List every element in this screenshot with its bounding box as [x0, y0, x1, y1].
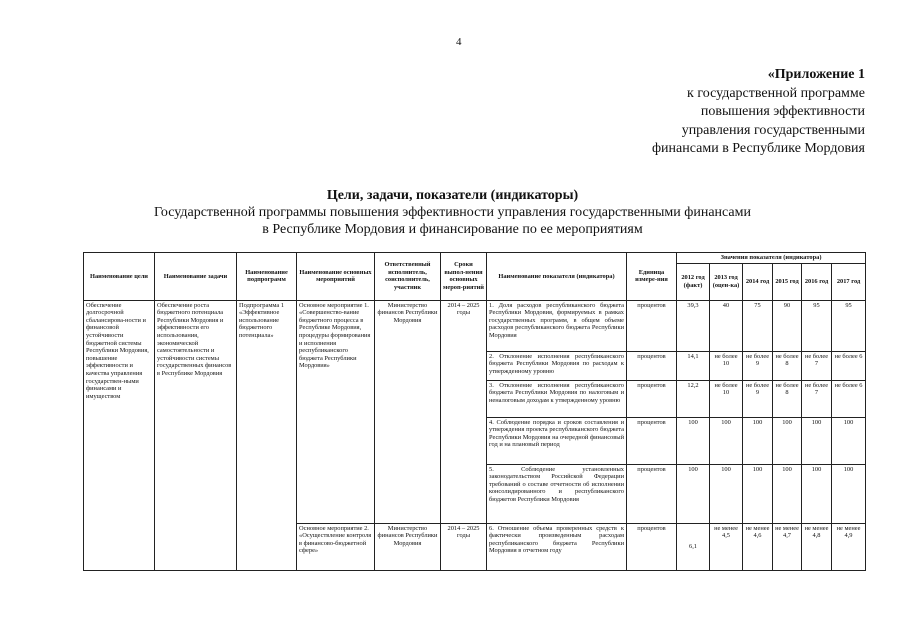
value-2012: 100 — [677, 417, 710, 464]
header-year: 2017 год — [832, 263, 866, 300]
value-2013: 100 — [710, 464, 743, 523]
value-2017: не более 6 — [832, 380, 866, 417]
unit-cell: процентов — [627, 417, 677, 464]
unit-cell: процентов — [627, 464, 677, 523]
appendix-line: повышения эффективности — [700, 104, 865, 119]
value-2013: не более 10 — [710, 380, 743, 417]
header-year: 2016 год — [802, 263, 832, 300]
appendix-heading — [652, 66, 865, 159]
value-2016: 95 — [802, 300, 832, 351]
value-2015: не более 8 — [773, 380, 802, 417]
header-year: 2013 год (оцен-ка) — [710, 263, 743, 300]
indicator-cell: 1. Доля расходов республиканского бюджета Республики Мордовия, формируемых в рамках государственных программ, в общем объеме расходов республиканского бюджета Республики Мордовия — [487, 300, 627, 351]
header-row — [84, 253, 866, 264]
value-2015: не менее 4,7 — [773, 523, 802, 570]
unit-cell: процентов — [627, 523, 677, 570]
value-2016: 100 — [802, 464, 832, 523]
value-2015: 100 — [773, 464, 802, 523]
value-2015: 100 — [773, 417, 802, 464]
header-task: Наименование задачи — [155, 253, 237, 301]
header-values-group: Значения показателя (индикатора) — [677, 253, 866, 264]
value-2016: 100 — [802, 417, 832, 464]
indicators-table — [83, 252, 866, 571]
value-2016: не более 7 — [802, 380, 832, 417]
indicator-cell: 2. Отклонение исполнения республиканского бюджета Республики Мордовия по расходам к утвержденному уровню — [487, 351, 627, 380]
unit-cell: процентов — [627, 351, 677, 380]
document-title — [0, 187, 905, 238]
subprogram-cell: Подпрограмма 1 «Эффективное использование бюджетного потенциала» — [237, 300, 297, 570]
value-2012: 100 — [677, 464, 710, 523]
executor-cell: Министерство финансов Республики Мордовия — [375, 300, 441, 523]
value-2012: 14,1 — [677, 351, 710, 380]
value-2017: не менее 4,9 — [832, 523, 866, 570]
value-2017: 95 — [832, 300, 866, 351]
value-2014: 75 — [743, 300, 773, 351]
task-cell: Обеспечение роста бюджетного потенциала Республики Мордовия и эффективности его использования, экономической самостоятельности и устойчивости системы государственных финансов в Республике Мордовия — [155, 300, 237, 570]
value-2015: 90 — [773, 300, 802, 351]
title-line: Цели, задачи, показатели (индикаторы) — [326, 188, 579, 203]
appendix-line: к государственной программе — [687, 85, 865, 101]
value-2014: 100 — [743, 417, 773, 464]
executor-cell: Министерство финансов Республики Мордовия — [375, 523, 441, 570]
appendix-line: финансами в Республике Мордовия — [651, 141, 865, 156]
value-2014: не менее 4,6 — [743, 523, 773, 570]
header-year: 2015 год — [773, 263, 802, 300]
terms-cell: 2014 – 2025 годы — [441, 300, 487, 523]
indicator-cell: 6. Отношение объема проверенных средств к фактически произведенным расходам республиканского бюджета Республики Мордовия в отчетном году — [487, 523, 627, 570]
unit-cell: процентов — [627, 380, 677, 417]
table-row — [84, 300, 866, 351]
unit-cell: процентов — [627, 300, 677, 351]
value-2013: 40 — [710, 300, 743, 351]
value-2012: 39,3 — [677, 300, 710, 351]
title-line: в Республике Мордовия и финансирование по ее мероприятиям — [262, 222, 643, 237]
goal-cell: Обеспечение долгосрочной сбалансирова-ности и финансовой устойчивости бюджетной системы Республики Мордовия, повышение эффективности и качества управления государствен-ными финансами и имуществом — [84, 300, 155, 570]
value-2014: не более 9 — [743, 351, 773, 380]
value-2014: не более 9 — [743, 380, 773, 417]
value-2012: 12,2 — [677, 380, 710, 417]
value-2017: 100 — [832, 417, 866, 464]
header-goal: Наименование цели — [84, 253, 155, 301]
value-2015: не более 8 — [773, 351, 802, 380]
activity-name-cell: Основное мероприятие 2. «Осуществление контроля в финансово-бюджетной сфере» — [297, 523, 375, 570]
appendix-line: управления государственными — [681, 122, 865, 138]
title-line: Государственной программы повышения эффективности управления государственными финансами — [154, 205, 751, 220]
page-number: 4 — [456, 36, 462, 48]
header-executor: Ответственный исполнитель, соисполнитель, участник — [375, 253, 441, 301]
value-2013: не менее 4,5 — [710, 523, 743, 570]
header-year: 2014 год — [743, 263, 773, 300]
value-2016: не менее 4,8 — [802, 523, 832, 570]
header-subprogram: Наименование подпрограмм — [237, 253, 297, 301]
value-2013: не более 10 — [710, 351, 743, 380]
header-unit: Единица измере-ния — [627, 253, 677, 301]
terms-cell: 2014 – 2025 годы — [441, 523, 487, 570]
indicator-cell: 5. Соблюдение установленных законодательством Российской Федерации требований о составе отчетности об исполнении консолидированного и республиканского бюджетов Республики Мордовия — [487, 464, 627, 523]
appendix-line: «Приложение 1 — [767, 67, 865, 82]
value-2016: не более 7 — [802, 351, 832, 380]
header-year: 2012 год (факт) — [677, 263, 710, 300]
activity-name-cell: Основное мероприятие 1. «Совершенство-вание бюджетного процесса в Республике Мордовия, процедуры формирования и исполнения республиканского бюджета Республики Мордовия» — [297, 300, 375, 523]
value-2017: не более 6 — [832, 351, 866, 380]
value-2012: 6,1 — [677, 523, 710, 570]
value-2013: 100 — [710, 417, 743, 464]
value-2017: 100 — [832, 464, 866, 523]
value-2014: 100 — [743, 464, 773, 523]
header-indicator: Наименование показателя (индикатора) — [487, 253, 627, 301]
header-terms: Сроки выпол-нения основных мероп-риятий — [441, 253, 487, 301]
indicator-cell: 3. Отклонение исполнения республиканского бюджета Республики Мордовия по налоговым и неналоговым доходам к утвержденному уровню — [487, 380, 627, 417]
header-activities: Наименование основных мероприятий — [297, 253, 375, 301]
indicator-cell: 4. Соблюдение порядка и сроков составления и утверждения проекта республиканского бюджета Республики Мордовия на очередной финансовый год и на плановый период — [487, 417, 627, 464]
